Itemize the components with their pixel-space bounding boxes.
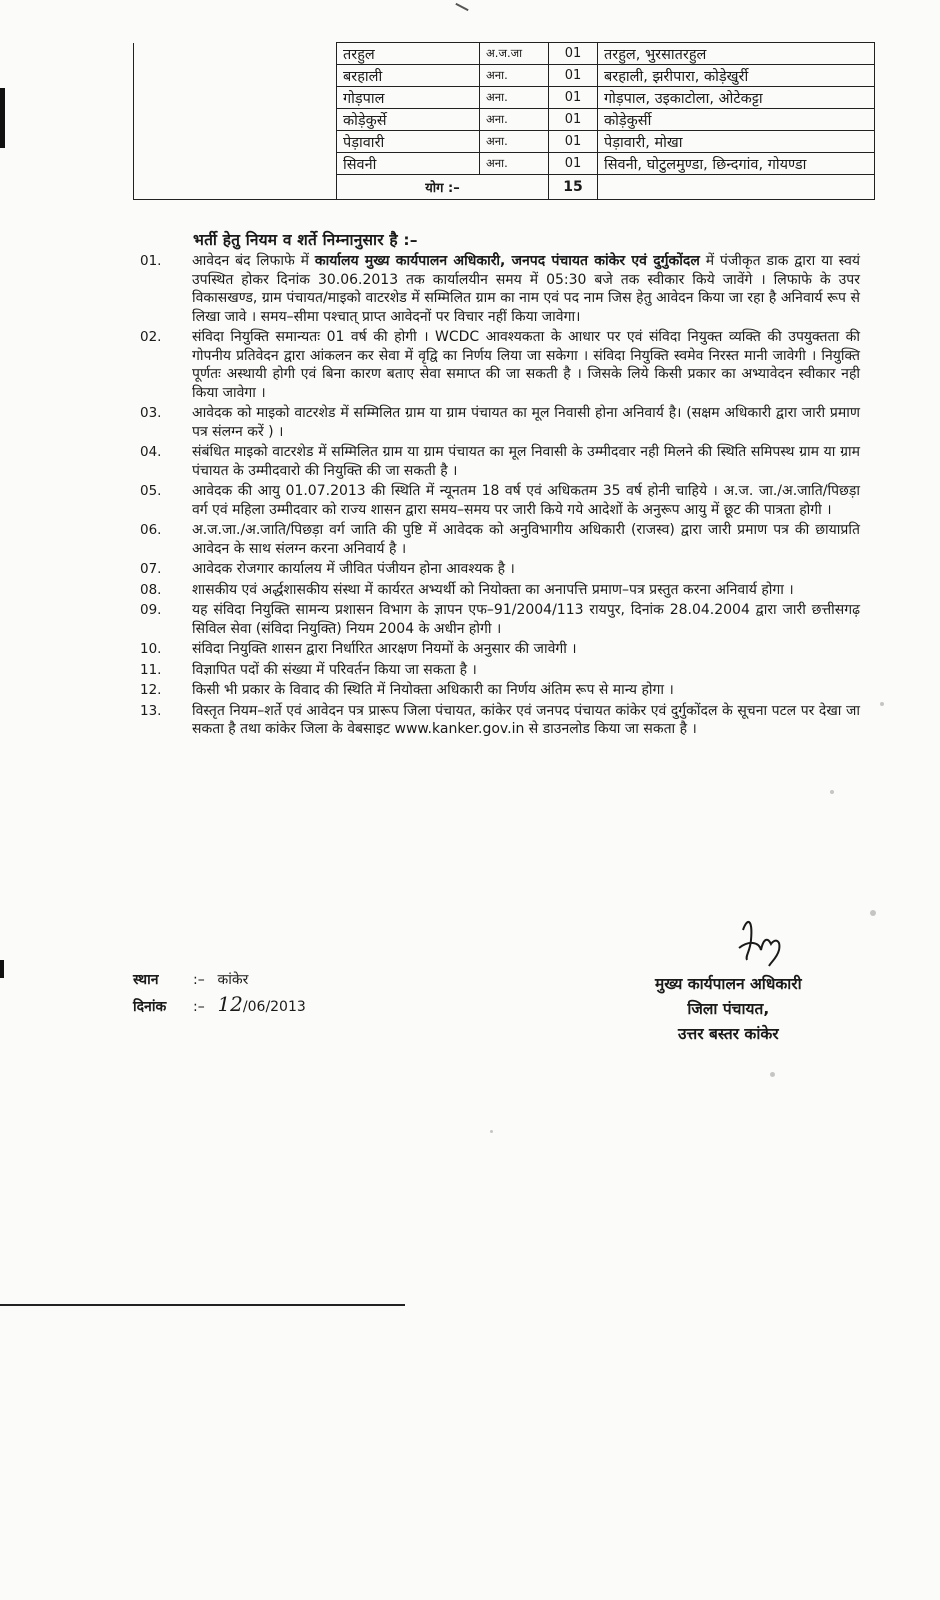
- count-cell: 01: [549, 131, 598, 153]
- rules-heading: भर्ती हेतु नियम व शर्ते निम्नानुसार है :–: [193, 231, 418, 249]
- rule-number: 07.: [140, 561, 162, 577]
- place-label: स्थान: [133, 972, 159, 988]
- category-cell: अ.ज.जा: [480, 43, 549, 65]
- category-cell: अना.: [480, 65, 549, 87]
- rule-item: [140, 482, 860, 519]
- rule-text: किसी भी प्रकार के विवाद की स्थिति में नियोक्ता अधिकारी का निर्णय अंतिम रूप से मान्य होगा ।: [192, 682, 674, 698]
- village-cell: बरहाली: [337, 65, 480, 87]
- rule-number: 01.: [140, 253, 162, 269]
- table-row: [134, 109, 875, 131]
- row-blank-cell: [134, 131, 337, 153]
- count-cell: 01: [549, 109, 598, 131]
- rule-number: 12.: [140, 682, 162, 698]
- scan-speck: [490, 1130, 493, 1133]
- rule-item: [140, 601, 860, 638]
- village-cell: गोड़पाल: [337, 87, 480, 109]
- rule-item: [140, 560, 860, 579]
- hamlets-cell: बरहाली, झरीपारा, कोड़ेखुर्री: [598, 65, 875, 87]
- scan-speck: [870, 910, 876, 916]
- signatory-block: [655, 972, 802, 1047]
- village-cell: सिवनी: [337, 153, 480, 175]
- rule-item: [140, 443, 860, 480]
- count-cell: 01: [549, 87, 598, 109]
- place-value: कांकेर: [217, 972, 249, 988]
- rule-number: 02.: [140, 329, 162, 345]
- rule-number: 11.: [140, 661, 162, 678]
- table-row: [134, 43, 875, 65]
- rule-item: [140, 640, 860, 659]
- hamlets-cell: सिवनी, घोटुलमुण्डा, छिन्दगांव, गोयण्डा: [598, 153, 875, 175]
- table-row: [134, 87, 875, 109]
- date-day: 12: [217, 992, 243, 1016]
- rule-text: विज्ञापित पदों की संख्या में परिवर्तन किया जा सकता है ।: [192, 661, 477, 678]
- rule-item: [140, 581, 860, 600]
- hamlets-cell: गोड़पाल, उइकाटोला, ओटेकट्टा: [598, 87, 875, 109]
- scan-mark: [455, 3, 468, 11]
- total-label: योग :–: [337, 175, 549, 200]
- rule-number: 10.: [140, 641, 162, 657]
- rule-item: [140, 328, 860, 402]
- scan-edge-mark: [0, 88, 5, 148]
- rule-number: 09.: [140, 602, 162, 618]
- place-date-block: [133, 968, 306, 1019]
- scan-speck: [830, 790, 834, 794]
- table-total-row: [134, 175, 875, 200]
- table-row: [134, 131, 875, 153]
- category-cell: अना.: [480, 153, 549, 175]
- rule-item: [140, 252, 860, 326]
- village-table: [133, 42, 875, 200]
- village-cell: पेड़ावारी: [337, 131, 480, 153]
- signatory-title: मुख्य कार्यपालन अधिकारी: [655, 975, 802, 993]
- scan-speck: [770, 1072, 775, 1077]
- rule-text: संविदा नियुक्ति समान्यतः 01 वर्ष की होगी । WCDC आवश्यकता के आधार पर एवं संविदा नियुक्त व्यक्ति की उपयुक्तता की गोपनीय प्रतिवेदन द्वारा आंकलन कर सेवा में वृद्वि का निर्णय लिया जा सकेगा । संविदा नियुक्ति स्वमेव निरस्त मानी जावेगी । नियुक्ति पूर्णतः अस्थायी होगी एवं बिना कारण बताए सेवा समाप्त की जा सकती है । जिसके लिये किसी प्रकार का अभ्यावेदन स्वीकार नही किया जावेगा ।: [192, 329, 860, 401]
- table-row: [134, 65, 875, 87]
- rule-text: आवेदन बंद लिफाफे में कार्यालय मुख्य कार्यपालन अधिकारी, जनपद पंचायत कांकेर एवं दुर्गुकोंदल में पंजीकृत डाक द्वारा या स्वयं उपस्थित होकर दिनांक 30.06.2013 तक कार्यालयीन समय में 05:30 बजे तक स्वीकार किये जावेंगे । लिफाफे के उपर विकासखण्ड, ग्राम पंचायत/माइको वाटरशेड में सम्मिलित ग्राम का नाम एवं पद नाम जिस हेतु आवेदन किया जा रहा है अनिवार्य रूप से लिखा जावे । समय–सीमा पश्चात् प्राप्त आवेदनों पर विचार नहीं किया जावेगा।: [192, 253, 861, 325]
- count-cell: 01: [549, 43, 598, 65]
- rule-item: [140, 681, 860, 700]
- rule-item: [140, 661, 860, 680]
- village-cell: तरहुल: [337, 43, 480, 65]
- rule-text: यह संविदा नियुक्ति सामन्य प्रशासन विभाग के ज्ञापन एफ–91/2004/113 रायपुर, दिनांक 28.04.2004 द्वारा जारी छत्तीसगढ़ सिविल सेवा (संविदा नियुक्ति) नियम 2004 के अधीन होगी ।: [192, 602, 860, 637]
- signatory-location: उत्तर बस्तर कांकेर: [678, 1025, 779, 1043]
- row-blank-cell: [134, 87, 337, 109]
- hamlets-cell: तरहुल, भुरसातरहुल: [598, 43, 875, 65]
- rule-number: 05.: [140, 483, 162, 499]
- hamlets-cell: कोड़ेकुर्सी: [598, 109, 875, 131]
- rules-list: [140, 252, 860, 741]
- rule-text: अ.ज.जा./अ.जाति/पिछड़ा वर्ग जाति की पुष्टि में आवेदक को अनुविभागीय अधिकारी (राजस्व) द्वारा जारी प्रमाण पत्र की छायाप्रति आवेदन के साथ संलग्न करना अनिवार्य है ।: [192, 522, 860, 557]
- row-blank-cell: [134, 43, 337, 65]
- rule-text: आवेदक की आयु 01.07.2013 की स्थिति में न्यूनतम 18 वर्ष एवं अधिकतम 35 वर्ष होनी चाहिये । अ.ज. जा./अ.जाति/पिछड़ा वर्ग एवं महिला उम्मीदवार को राज्य शासन द्वारा समय–समय पर जारी किये गये आदेशों के अनुरूप आयु में छूट की पात्रता होगी ।: [192, 483, 860, 518]
- place-line: स्थान :– कांकेर: [133, 968, 306, 992]
- rule-number: 03.: [140, 405, 162, 421]
- category-cell: अना.: [480, 109, 549, 131]
- scan-speck: [880, 702, 884, 706]
- signature-icon: [735, 910, 805, 970]
- rule-item: [140, 702, 860, 739]
- rule-number: 13.: [140, 702, 162, 719]
- rule-number: 08.: [140, 581, 162, 598]
- rule-number: 06.: [140, 522, 162, 538]
- category-cell: अना.: [480, 87, 549, 109]
- row-blank-cell: [134, 65, 337, 87]
- hamlets-cell: पेड़ावारी, मोखा: [598, 131, 875, 153]
- rule-number: 04.: [140, 444, 162, 460]
- signatory-office: जिला पंचायत,: [687, 1000, 770, 1018]
- rule-text: शासकीय एवं अर्द्धशासकीय संस्था में कार्यरत अभ्यर्थी को नियोक्ता का अनापत्ति प्रमाण–पत्र प्रस्तुत करना अनिवार्य होगा ।: [192, 581, 794, 598]
- rule-text: विस्तृत नियम–शर्ते एवं आवेदन पत्र प्रारूप जिला पंचायत, कांकेर एवं जनपद पंचायत कांकेर एवं दुर्गुकोंदल के सूचना पटल पर देखा जा सकता है तथा कांकेर जिला के वेबसाइट www.kanker.gov.in से डाउनलोड किया जा सकता है ।: [192, 702, 860, 737]
- scan-edge-mark: [0, 960, 4, 978]
- rule-text: संविदा नियुक्ति शासन द्वारा निर्धारित आरक्षण नियमों के अनुसार की जावेगी ।: [192, 641, 577, 657]
- scan-bottom-line: [0, 1304, 405, 1306]
- row-blank-cell: [134, 109, 337, 131]
- row-blank-cell: [134, 153, 337, 175]
- date-label: दिनांक: [133, 999, 167, 1015]
- category-cell: अना.: [480, 131, 549, 153]
- rule-item: [140, 521, 860, 558]
- rule-text: आवेदक को माइको वाटरशेड में सम्मिलित ग्राम या ग्राम पंचायत का मूल निवासी होना अनिवार्य है। (सक्षम अधिकारी द्वारा जारी प्रमाण पत्र संलग्न करें ) ।: [192, 405, 860, 440]
- rule-item: [140, 404, 860, 441]
- total-value: 15: [549, 175, 598, 200]
- table-row: [134, 153, 875, 175]
- date-rest: /06/2013: [242, 999, 306, 1015]
- rule-text: आवेदक रोजगार कार्यालय में जीवित पंजीयन होना आवश्यक है ।: [192, 561, 515, 577]
- rule-text: संबंधित माइको वाटरशेड में सम्मिलित ग्राम या ग्राम पंचायत का मूल निवासी के उम्मीदवार नही मिलने की स्थिति समिपस्थ ग्राम या ग्राम पंचायत के उम्मीदवारो की नियुक्ति की जा सकती है ।: [192, 444, 860, 479]
- count-cell: 01: [549, 153, 598, 175]
- date-line: दिनांक :– 12/06/2013: [133, 992, 306, 1019]
- village-cell: कोड़ेकुर्से: [337, 109, 480, 131]
- count-cell: 01: [549, 65, 598, 87]
